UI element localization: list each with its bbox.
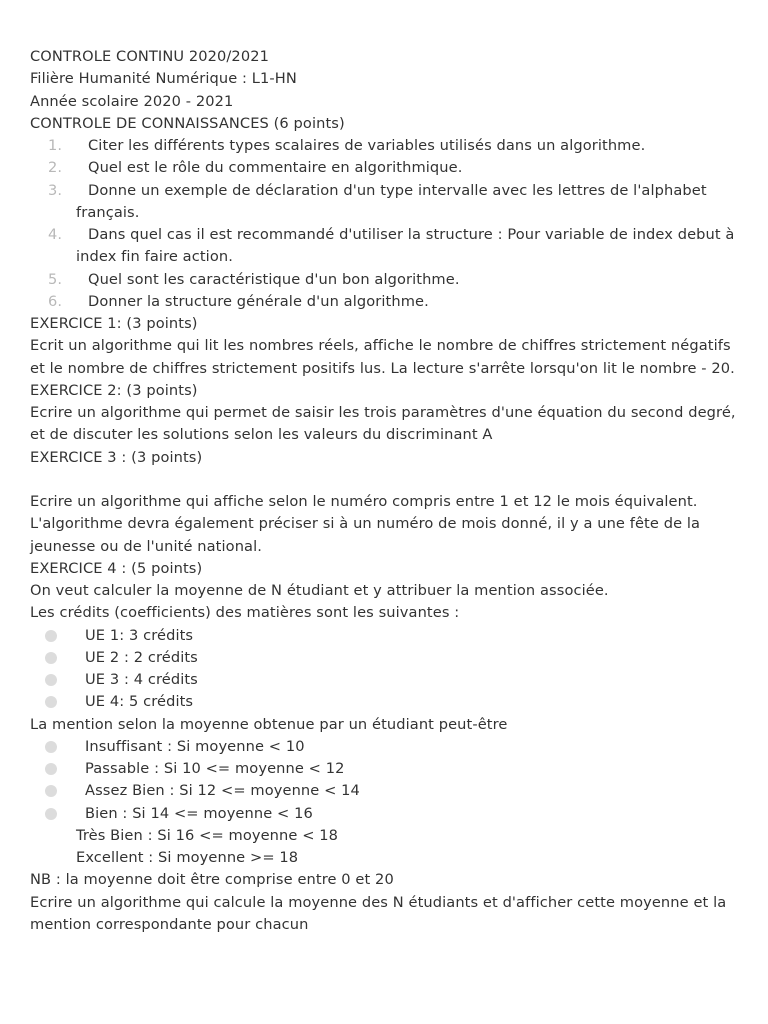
mentions-list (30, 736, 745, 825)
question-number: 2. (48, 159, 63, 177)
exercise-3-body: Ecrire un algorithme qui affiche selon le numéro compris entre 1 et 12 le mois équivalent. L'algorithme devra également préciser si à un numéro de mois donné, il y a une fête de la jeunesse ou de l'unité national. (30, 493, 701, 555)
question-text: Donner la structure générale d'un algorithme. (88, 292, 429, 310)
mention-item (30, 780, 745, 802)
credits-intro: Les crédits (coefficients) des matières sont les suivantes : (30, 604, 460, 622)
question-text: Quel sont les caractéristique d'un bon algorithme. (88, 270, 460, 288)
credit-text: UE 4: 5 crédits (85, 693, 194, 711)
mention-text: Assez Bien : Si 12 <= moyenne < 14 (85, 782, 360, 800)
mention-text: Bien : Si 14 <= moyenne < 16 (85, 804, 313, 822)
exercise-4-task: Ecrire un algorithme qui calcule la moyenne des N étudiants et d'afficher cette moyenne et la mention correspondante pour chacun (30, 893, 727, 933)
question-item (30, 135, 745, 157)
bullet-icon (45, 696, 57, 708)
document-page (30, 46, 745, 936)
filiere-line: Filière Humanité Numérique : L1-HN (30, 70, 297, 88)
bullet-icon (45, 763, 57, 775)
question-item (30, 157, 745, 179)
question-number: 1. (48, 137, 63, 154)
bullet-icon (45, 630, 57, 642)
exercise-4-intro: On veut calculer la moyenne de N étudiant et y attribuer la mention associée. (30, 582, 609, 599)
credit-item (30, 625, 745, 647)
bullet-icon (45, 674, 57, 686)
nb-note: NB : la moyenne doit être comprise entre 0 et 20 (30, 871, 394, 889)
exam-title: CONTROLE CONTINU 2020/2021 (30, 48, 269, 65)
question-text: Citer les différents types scalaires de variables utilisés dans un algorithme. (88, 137, 646, 154)
bullet-icon (45, 785, 57, 797)
connaissances-list (30, 135, 745, 313)
credit-item (30, 669, 745, 691)
mention-item (30, 758, 745, 780)
mention-text: Passable : Si 10 <= moyenne < 12 (85, 760, 345, 777)
exercise-1-body: Ecrit un algorithme qui lit les nombres réels, affiche le nombre de chiffres strictement négatifs et le nombre de chiffres strictement positifs lus. La lecture s'arrête lorsqu'on lit le nombre - 20. (30, 337, 735, 377)
blank-line (30, 469, 745, 491)
credits-list (30, 625, 745, 714)
annee-line: Année scolaire 2020 - 2021 (30, 92, 234, 110)
bullet-icon (45, 652, 57, 664)
exercise-2-title: EXERCICE 2: (3 points) (30, 381, 198, 399)
question-item (30, 224, 745, 269)
mention-item (30, 736, 745, 758)
credit-item (30, 691, 745, 713)
credit-text: UE 2 : 2 crédits (85, 648, 198, 666)
mention-text: Insuffisant : Si moyenne < 10 (85, 737, 305, 755)
question-text: Donne un exemple de déclaration d'un type intervalle avec les lettres de l'alphabet français. (76, 181, 707, 221)
credit-text: UE 3 : 4 crédits (85, 671, 198, 688)
question-item (30, 269, 745, 291)
question-number: 5. (48, 270, 63, 288)
question-text: Quel est le rôle du commentaire en algorithmique. (88, 159, 463, 177)
mention-intro: La mention selon la moyenne obtenue par un étudiant peut-être (30, 715, 508, 733)
exercise-4-title: EXERCICE 4 : (5 points) (30, 559, 203, 577)
question-item (30, 180, 745, 225)
question-number: 3. (48, 181, 63, 199)
section-title-connaissances: CONTROLE DE CONNAISSANCES (6 points) (30, 114, 345, 132)
credit-item (30, 647, 745, 669)
exercise-3-title: EXERCICE 3 : (3 points) (30, 448, 203, 466)
question-item (30, 291, 745, 313)
exercise-1-title: EXERCICE 1: (3 points) (30, 315, 198, 332)
bullet-icon (45, 741, 57, 753)
mention-item-extra: Très Bien : Si 16 <= moyenne < 18 (76, 826, 339, 844)
question-number: 4. (48, 226, 63, 243)
bullet-icon (45, 808, 57, 820)
exercise-2-body: Ecrire un algorithme qui permet de saisir les trois paramètres d'une équation du second degré, et de discuter les solutions selon les valeurs du discriminant A (30, 404, 736, 444)
mention-item-extra: Excellent : Si moyenne >= 18 (76, 849, 299, 866)
question-text: Dans quel cas il est recommandé d'utiliser la structure : Pour variable de index debut à index fin faire action. (76, 226, 735, 266)
question-number: 6. (48, 292, 63, 310)
mention-item (30, 803, 745, 825)
credit-text: UE 1: 3 crédits (85, 626, 194, 644)
